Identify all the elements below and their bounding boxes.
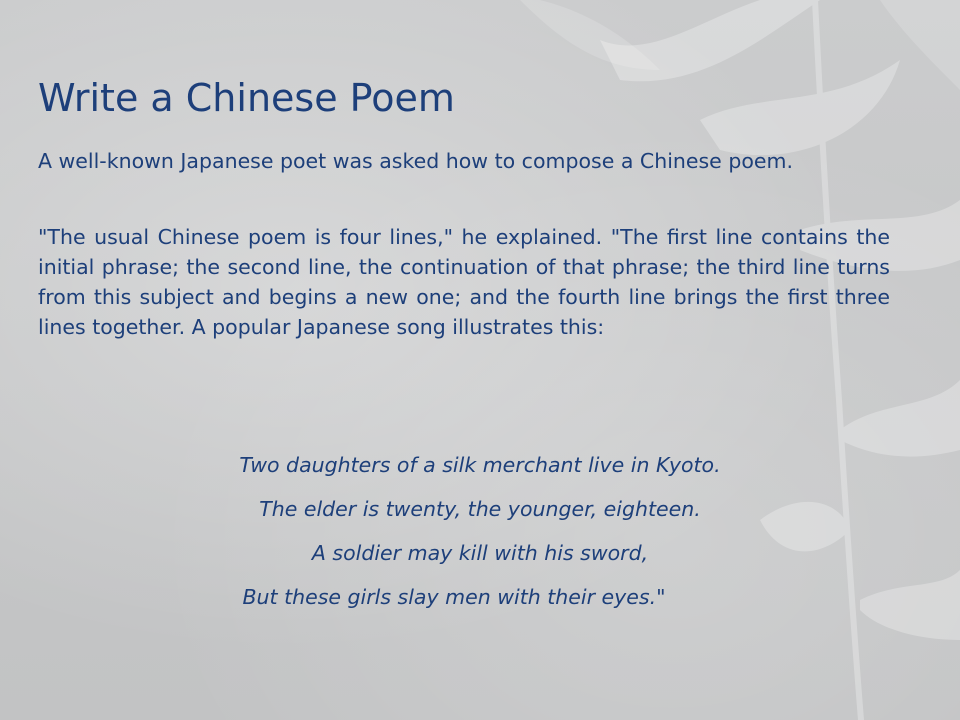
- poem-line-1: Two daughters of a silk merchant live in Kyoto.: [239, 453, 721, 477]
- explanation-paragraph: "The usual Chinese poem is four lines," he explained. "The first line contains the initial phrase; the second line, the continuation of that phrase; the third line turns from this subject and begins a new one; and the fourth line brings the first three lines together. A popular Japanese song illustrates this:: [38, 225, 890, 339]
- slide-title: Write a Chinese Poem: [38, 76, 455, 120]
- poem-line-3: A soldier may kill with his sword,: [311, 541, 649, 565]
- poem-line-2: The elder is twenty, the younger, eighteen.: [259, 497, 701, 521]
- intro-paragraph: A well-known Japanese poet was asked how to compose a Chinese poem.: [38, 149, 793, 173]
- poem-line-4: But these girls slay men with their eyes.": [242, 585, 666, 609]
